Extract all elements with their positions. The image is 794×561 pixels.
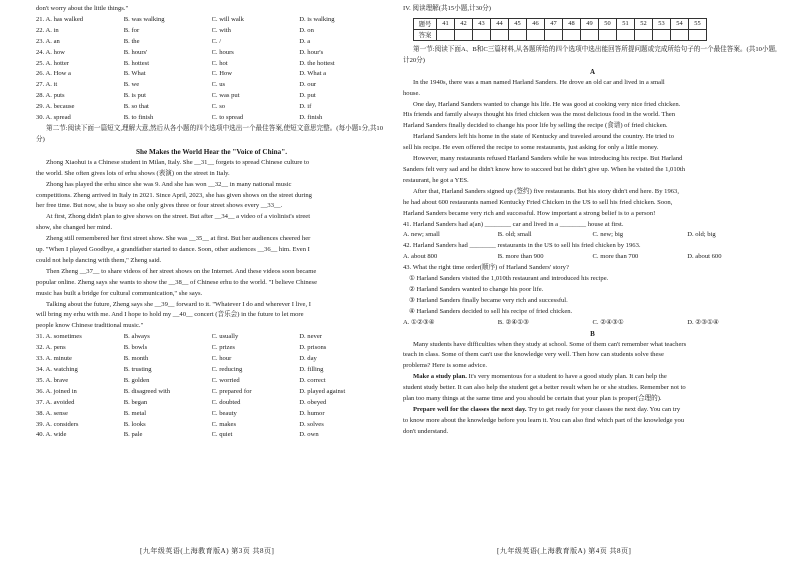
line-text: people know Chinese traditional music." <box>36 322 144 330</box>
line-text: house. <box>403 89 421 97</box>
bold-lead: Prepare well for the classes the next day. <box>413 406 527 413</box>
option: 40. A. wide <box>36 431 67 439</box>
option: 29. A. because <box>36 103 75 111</box>
text-line <box>403 143 782 154</box>
option: B. bowls <box>123 344 148 352</box>
line-text: problems? Here is some advice. <box>403 362 488 370</box>
question-41-options <box>403 230 782 241</box>
text-line <box>36 212 387 223</box>
line-text: competitions. Zheng arrived in Italy in 2021. Since April, 2023, she has given shows on the street during <box>36 191 312 199</box>
option: B. began <box>123 398 148 406</box>
line-text: At first, Zhong didn't plan to give shows on the street. But after __34__ a video of a violinist's street <box>46 213 311 221</box>
question-43-options <box>403 318 782 329</box>
option-row <box>36 420 387 431</box>
order-item: ③ Harland Sanders finally became very rich and successful. <box>409 296 568 304</box>
section-iv-heading: IV. 阅读理解(共15小题,计30分) <box>403 5 491 12</box>
option-row <box>36 387 387 398</box>
option: C. prizes <box>211 344 235 352</box>
option: D. What a <box>299 70 327 78</box>
answer-cell[interactable] <box>563 29 581 40</box>
line-text: student study better. It can also help the student get a better result when he or she studies. Remember not to <box>403 384 686 392</box>
option-row <box>36 15 387 26</box>
answer-cell[interactable] <box>671 29 689 40</box>
option: B. so that <box>123 103 149 111</box>
option: D. own <box>299 431 319 439</box>
option: 37. A. avoided <box>36 398 75 406</box>
option: D. filling <box>299 366 324 373</box>
question-number-cell: 52 <box>635 18 653 29</box>
text-line <box>403 361 782 372</box>
text-line <box>36 310 387 321</box>
option: D. never <box>299 333 322 341</box>
option: B. old; small <box>497 231 532 239</box>
option: 34. A. watching <box>36 366 78 373</box>
option: D. hour's <box>299 48 324 56</box>
text-line <box>403 110 782 121</box>
text-line <box>403 198 782 209</box>
answer-cell[interactable] <box>527 29 545 40</box>
line-text: up. "When I played Goodbye, a grandfather started to dance. Soon, other audiences __36__ him. Even I <box>36 246 310 254</box>
table-label-answer: 答案 <box>414 29 437 40</box>
answer-table <box>413 18 707 41</box>
option: B. disagreed with <box>123 387 171 395</box>
line-text: he had about 600 restaurants named Kentucky Fried Chicken in the US to sell his fried chicken. Soon, <box>403 198 673 206</box>
line-text: Harland Sanders became very rich and successful. How important a strong belief is to a person! <box>403 209 656 217</box>
text-line <box>403 383 782 394</box>
option-row <box>36 102 387 113</box>
answer-cell[interactable] <box>689 29 707 40</box>
option: C. hours <box>211 48 234 56</box>
line-text: restaurant, he got a YES. <box>403 176 469 184</box>
option: 30. A. spread <box>36 114 71 122</box>
answer-cell[interactable] <box>455 29 473 40</box>
option-row <box>36 398 387 409</box>
question-number-cell: 44 <box>491 18 509 29</box>
option-row <box>36 91 387 102</box>
option: 21. A. has walked <box>36 15 84 23</box>
text-line <box>403 209 782 220</box>
question-42: 42. Harland Sanders had ________ restaurants in the US to sell his fried chicken by 1963. <box>403 242 641 250</box>
option: D. old; big <box>687 231 716 239</box>
option: D. our <box>299 81 317 89</box>
answer-cell[interactable] <box>491 29 509 40</box>
option: C. so <box>211 103 226 111</box>
passage-a <box>403 78 782 220</box>
option: D. the hottest <box>299 59 335 67</box>
option: B. golden <box>123 376 150 384</box>
text-line <box>403 154 782 165</box>
option-row <box>36 332 387 343</box>
line-text: music has built a bridge for cultural communication," she says. <box>36 289 203 297</box>
text-line <box>403 405 782 416</box>
option: 27. A. it <box>36 81 58 89</box>
option: D. prisons <box>299 344 327 352</box>
text-line <box>36 158 387 169</box>
bold-lead: Make a study plan. <box>413 373 467 381</box>
option: D. correct <box>299 376 326 384</box>
text-line <box>403 121 782 132</box>
line-text: Sanders felt very sad and he didn't know how to succeed but he didn't give up. When he visited the 1,010th <box>403 165 686 173</box>
option: 28. A. puts <box>36 92 65 100</box>
option: C. ②④③① <box>592 318 624 326</box>
option-row <box>36 430 387 441</box>
text-line <box>36 201 387 212</box>
text-line <box>403 427 782 438</box>
option: B. for <box>123 26 140 34</box>
line-text: One day, Harland Sanders wanted to change his life. He was good at cooking very nice fried chicken. <box>413 100 681 108</box>
option: B. What <box>123 70 146 78</box>
line-text: will bring my erhu with me. And I hope to hold my __40__ concert (音乐会) in the future to let more <box>36 311 304 319</box>
option: 25. A. hotter <box>36 59 69 67</box>
section-a-label: A <box>589 67 596 76</box>
option: B. pale <box>123 431 143 439</box>
option: B. ②④①③ <box>497 318 530 326</box>
question-number-cell: 50 <box>599 18 617 29</box>
option: C. was put <box>211 92 240 100</box>
question-41: 41. Harland Sanders had a(an) ________ car and lived in a ________ house at first. <box>403 220 624 228</box>
option: C. / <box>211 37 222 45</box>
option: C. quiet <box>211 431 233 439</box>
option: D. on <box>299 26 314 34</box>
text-line <box>36 267 387 278</box>
questions-31-40 <box>36 332 387 441</box>
question-43-items <box>403 274 782 318</box>
option-row <box>36 376 387 387</box>
option: B. is put <box>123 92 146 100</box>
part2-instructions: 第二节:阅读下面一篇短文,理解大意,然后从各小题的四个选项中选出一个最佳答案,使短文意思完整。(每小题1分,共10分) <box>36 124 384 143</box>
option: C. hot <box>211 59 228 67</box>
option-row <box>36 354 387 365</box>
line-text: popular online. Zheng says she wants to show the __38__ of Chinese erhu to the world. "I believe Chinese <box>36 278 318 286</box>
option: 23. A. an <box>36 37 60 45</box>
question-number-cell: 43 <box>473 18 491 29</box>
question-number-cell: 47 <box>545 18 563 29</box>
line-text: However, many restaurants refused Harland Sanders while he was introducing his recipe. But Harland <box>413 155 683 163</box>
option-row <box>36 343 387 354</box>
passage-text <box>36 158 387 333</box>
text-line <box>403 89 782 100</box>
option: D. about 600 <box>687 253 722 261</box>
question-number-cell: 51 <box>617 18 635 29</box>
text-line <box>403 187 782 198</box>
text-line <box>36 191 387 202</box>
option: D. humor <box>299 409 325 417</box>
text-line <box>403 350 782 361</box>
option: 36. A. joined in <box>36 387 77 395</box>
order-item: ① Harland Sanders visited the 1,010th restaurant and introduced his recipe. <box>409 275 609 283</box>
answer-cell[interactable] <box>635 29 653 40</box>
order-item: ② Harland Sanders wanted to change his poor life. <box>409 285 544 293</box>
option: D. if <box>299 103 312 111</box>
option: 32. A. pens <box>36 344 66 352</box>
option: B. was walking <box>123 15 165 23</box>
part1-instructions: 第一节:阅读下面A、B和C三篇材料,从各题所给的四个选项中选出能回答所提问题或完成所给句子的一个最佳答案。(共10小题,计20分) <box>403 45 777 64</box>
option: B. hottest <box>123 59 150 67</box>
option: C. hour <box>211 355 232 363</box>
line-text: Many students have difficulties when they study at school. Some of them can't remember what teachers <box>413 340 687 348</box>
table-label-question: 题号 <box>414 18 437 29</box>
option: B. hours' <box>123 48 148 56</box>
option: D. played against <box>299 387 346 395</box>
text-line <box>36 278 387 289</box>
option: B. metal <box>123 409 147 417</box>
option: D. solves <box>299 420 324 428</box>
line-text: her free time. But now, she is busy so she only gives three or four street shows every __33__. <box>36 202 283 210</box>
option-row <box>36 69 387 80</box>
text-line <box>403 100 782 111</box>
answer-cell[interactable] <box>581 29 599 40</box>
text-line <box>36 289 387 300</box>
line-text: Zhong Xiaohui is a Chinese student in Milan, Italy. She __31__ forgets to spread Chinese culture to <box>46 158 310 166</box>
option: C. with <box>211 26 231 34</box>
text-line <box>403 340 782 351</box>
section-b-label: B <box>590 329 595 338</box>
question-number-cell: 46 <box>527 18 545 29</box>
option: B. more than 900 <box>497 253 544 261</box>
line-text: Zheng still remembered her first street show. She was __35__ at first. But her audiences cheered her <box>46 235 311 243</box>
right-page <box>397 0 794 561</box>
option: 31. A. sometimes <box>36 333 82 341</box>
text-line <box>403 132 782 143</box>
line-text: teach in class. Some of them can't use the knowledge very well. Then how can students solve these <box>403 351 664 359</box>
answer-cell[interactable] <box>473 29 491 40</box>
option-row <box>36 80 387 91</box>
option: 22. A. in <box>36 26 59 34</box>
page-footer-3: [九年级英语(上海教育版A) 第3页 共8页] <box>140 547 275 555</box>
line-text: Talking about the future, Zheng says she __39__ forward to it. "Whatever I do and wherever I live, I <box>46 300 311 308</box>
option: B. we <box>123 81 140 89</box>
line-text: In the 1940s, there was a man named Harland Sanders. He drove an old car and lived in a small <box>413 78 665 86</box>
option: C. beauty <box>211 409 237 417</box>
text-line <box>403 394 782 405</box>
option: C. new; big <box>592 231 624 239</box>
option: C. prepared for <box>211 387 252 395</box>
text-line <box>36 245 387 256</box>
text-line <box>36 300 387 311</box>
option: C. doubted <box>211 398 241 406</box>
answer-cell[interactable] <box>599 29 617 40</box>
text-line <box>36 180 387 191</box>
line-text: His friends and family always thought his fried chicken was the most delicious food in the world. Then <box>403 111 675 119</box>
option: B. always <box>123 333 150 341</box>
question-number-cell: 54 <box>671 18 689 29</box>
option: 38. A. sense <box>36 409 68 417</box>
option: A. ①②③④ <box>403 318 435 326</box>
option: D. is walking <box>299 15 335 23</box>
option: 35. A. brave <box>36 376 69 384</box>
question-number-cell: 41 <box>437 18 455 29</box>
option-row <box>36 365 387 376</box>
option-row <box>36 113 387 124</box>
text-line <box>36 234 387 245</box>
option: C. makes <box>211 420 237 428</box>
question-43: 43. What the right time order(顺序) of Harland Sanders' story? <box>403 264 569 272</box>
option: A. new; small <box>403 231 440 239</box>
option-row <box>36 409 387 420</box>
answer-cell[interactable] <box>545 29 563 40</box>
option: C. usually <box>211 333 239 341</box>
line-text: Harland Sanders finally decided to change his poor life by selling the recipe (食谱) of fried chicken. <box>403 122 668 130</box>
passage-title: She Makes the World Hear the "Voice of China". <box>136 147 287 156</box>
line-text: the world. She often gives lots of erhu shows (表演) on the street in Italy. <box>36 169 230 177</box>
page-footer-4: [九年级英语(上海教育版A) 第4页 共8页] <box>497 547 632 555</box>
text-line <box>36 223 387 234</box>
option: A. about 800 <box>403 253 438 261</box>
option: 24. A. how <box>36 48 65 56</box>
answer-cell[interactable] <box>437 29 455 40</box>
line-text: sell his recipe. He even offered the recipe to some restaurants, just asking for only a little money. <box>403 144 659 152</box>
option: D. day <box>299 355 317 363</box>
answer-cell[interactable] <box>617 29 635 40</box>
option-row <box>36 37 387 48</box>
text-line <box>403 165 782 176</box>
answer-cell[interactable] <box>653 29 671 40</box>
option: D. finish <box>299 114 323 122</box>
text-line <box>36 321 387 332</box>
passage-b <box>403 340 782 438</box>
order-item: ④ Harland Sanders decided to sell his recipe of fried chicken. <box>409 307 573 315</box>
line-text: Then Zheng __37__ to share videos of her street shows on the Internet. And these videos soon became <box>46 267 317 275</box>
answer-cell[interactable] <box>509 29 527 40</box>
line-text: could not help dancing with them," Zheng said. <box>36 256 162 264</box>
option: C. will walk <box>211 15 244 23</box>
option-row <box>36 59 387 70</box>
option: 39. A. considers <box>36 420 79 428</box>
option: B. to finish <box>123 114 154 122</box>
line-text: After that, Harland Sanders signed up (签约) five restaurants. But his story didn't end here. By 1963, <box>413 187 679 195</box>
option: C. reducing <box>211 366 243 373</box>
line-text: It's very momentous for a student to have a good study plan. It can help the <box>466 373 667 381</box>
option: D. obeyed <box>299 398 327 406</box>
option: C. to spread <box>211 114 244 122</box>
line-text: Harland Sanders left his home in the state of Kentucky and traveled around the country. He tried to <box>413 133 675 141</box>
option: D. a <box>299 37 311 45</box>
text-line <box>403 416 782 427</box>
line-text: to know more about the knowledge before you learn it. You can also find which part of the knowledge you <box>403 416 685 424</box>
question-42-options <box>403 252 782 263</box>
option: D. ②③①④ <box>687 318 719 326</box>
line-text: Try to get ready for your classes the next day. You can try <box>526 406 681 413</box>
option: D. put <box>299 92 316 100</box>
question-number-cell: 48 <box>563 18 581 29</box>
option: B. trusting <box>123 366 152 373</box>
top-line: don't worry about the little things." <box>36 5 129 12</box>
question-number-cell: 42 <box>455 18 473 29</box>
text-line <box>403 372 782 383</box>
question-number-cell: 49 <box>581 18 599 29</box>
text-line <box>403 78 782 89</box>
text-line <box>403 176 782 187</box>
option: B. the <box>123 37 140 45</box>
line-text: don't understand. <box>403 427 449 435</box>
question-number-cell: 55 <box>689 18 707 29</box>
line-text: plan too many things at the same time and you should be certain that your plan is proper(合理的). <box>403 395 662 403</box>
option: 33. A. minute <box>36 355 72 363</box>
option: B. looks <box>123 420 146 428</box>
option: C. us <box>211 81 226 89</box>
text-line <box>36 256 387 267</box>
option-row <box>36 48 387 59</box>
option: C. worried <box>211 376 240 384</box>
question-number-cell: 45 <box>509 18 527 29</box>
option: 26. A. How a <box>36 70 71 78</box>
text-line <box>36 169 387 180</box>
option: B. month <box>123 355 149 363</box>
question-number-cell: 53 <box>653 18 671 29</box>
questions-21-30 <box>36 15 387 124</box>
line-text: show, she changed her mind. <box>36 224 113 232</box>
line-text: Zhong has played the erhu since she was 9. And she has won __32__ in many national music <box>46 180 292 188</box>
option: C. How <box>211 70 233 78</box>
option-row <box>36 26 387 37</box>
option: C. more than 700 <box>592 253 639 261</box>
